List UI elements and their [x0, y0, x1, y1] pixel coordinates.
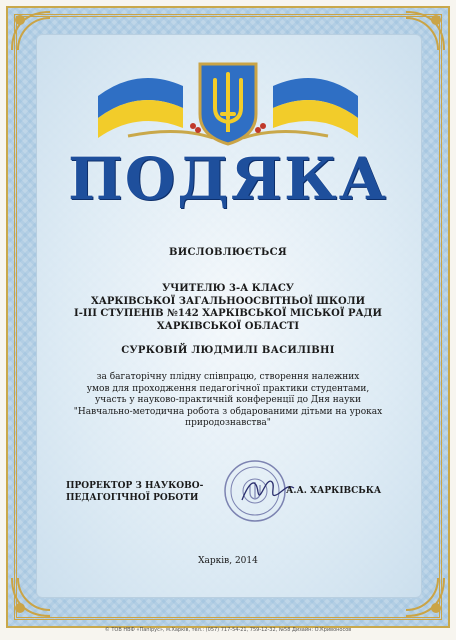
- emblem-with-flags: [88, 56, 368, 146]
- printer-footer: © ТОВ НВФ «Папірус», м.Харків, тел.: (057) 717-54-21, 759-12-32, №58 Дизайн: О.Кривоносов: [104, 627, 352, 633]
- place-and-date: Харків, 2014: [198, 556, 258, 566]
- reason-paragraph: [66, 372, 390, 430]
- reason-line: умов для проходження педагогічної практики студентами,: [86, 383, 370, 394]
- reason-line: "Навчально-методична робота з обдарованими дітьми на уроках: [73, 406, 383, 417]
- signatory-name: А.А. ХАРКІВСЬКА: [286, 486, 382, 496]
- signatory-role: [66, 481, 216, 504]
- trident-coat-of-arms-icon: [200, 64, 256, 144]
- signatory-role-line: ПРОРЕКТОР З НАУКОВО-: [66, 481, 204, 491]
- recipient-name: СУРКОВІЙ ЛЮДМИЛІ ВАСИЛІВНІ: [121, 345, 335, 356]
- signatory-role-line: ПЕДАГОГІЧНОЇ РОБОТИ: [66, 492, 199, 503]
- expresses-line: ВИСЛОВЛЮЄТЬСЯ: [169, 247, 287, 258]
- recipient-block: [70, 283, 386, 333]
- recipient-line: УЧИТЕЛЮ 3-А КЛАСУ: [162, 283, 294, 294]
- certificate-title: ПОДЯКА: [67, 145, 388, 213]
- reason-line: природознавства": [185, 418, 271, 428]
- reason-line: за багаторічну плідну співпрацю, створення належних: [96, 372, 360, 382]
- recipient-line: ХАРКІВСЬКОЇ ЗАГАЛЬНООСВІТНЬОЇ ШКОЛИ: [90, 295, 366, 307]
- reason-line: участь у науково-практичній конференції до Дня науки: [94, 395, 362, 405]
- recipient-line: І-ІІІ СТУПЕНІВ №142 ХАРКІВСЬКОЇ МІСЬКОЇ РАДИ: [74, 308, 382, 319]
- recipient-line: ХАРКІВСЬКОЇ ОБЛАСТІ: [156, 320, 300, 332]
